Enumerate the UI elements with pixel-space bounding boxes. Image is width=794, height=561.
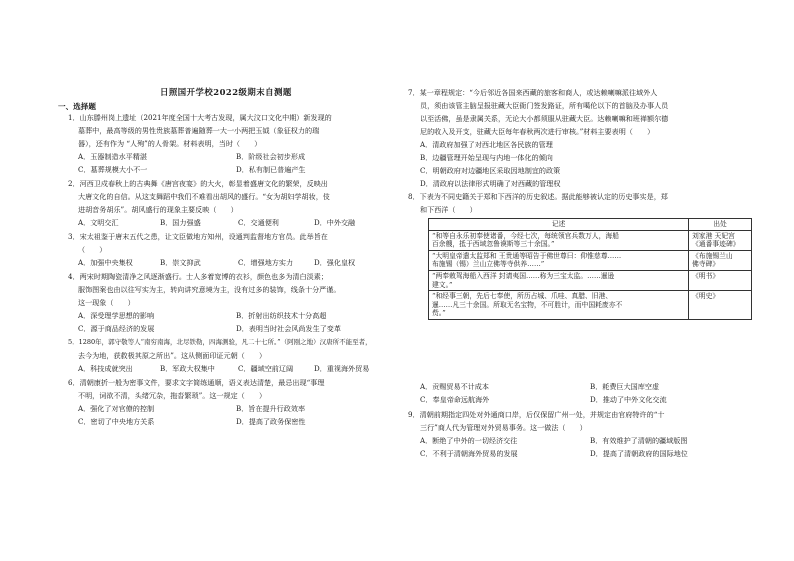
cell-line: 《明史》	[692, 292, 720, 301]
question-line: 去今为地，获救极其原之所出”。这从侧面印证元朝（ ）	[78, 351, 267, 360]
table-row	[429, 230, 752, 250]
cell-line: 《布施锡兰山	[692, 251, 733, 260]
question-line: 5．1280年，郭守敬等人“南穷南海，北尽铁勒，四海测验，凡二十七所。”（阿刚之地）汉唐所不能至者，	[68, 338, 372, 346]
cell-line: 暹……凡三十余国。所取无名宝物，不可胜计，而中国耗废亦不	[432, 300, 623, 309]
option-a[interactable]: A．深受理学思想的影响	[78, 311, 155, 320]
question-line: 7．某一章程规定：“今后邻近各国来西藏的旅客和商人，或达赖喇嘛派往域外人	[408, 88, 658, 97]
option-d[interactable]: D．强化皇权	[314, 258, 356, 267]
option-c[interactable]: C．不利于清朝海外贸易的发展	[420, 449, 518, 458]
option-c[interactable]: C．明朝政府对边疆地区采取因地制宜的政策	[420, 166, 561, 175]
page-title: 日照国开学校2022级期末自测题	[160, 87, 292, 97]
table-cell	[429, 270, 689, 290]
option-c[interactable]: C．墓葬规模大小不一	[78, 165, 148, 174]
option-a[interactable]: A．文明交汇	[78, 218, 119, 227]
cell-line: 刘家港 天妃宫	[692, 231, 735, 240]
question-line: 不明，词欲不清，头绪冗杂，拖沓繁琐”。这一规定（ ）	[78, 391, 267, 400]
question-line: 墓葬中，最高等级的男性贵族墓葬普遍随葬一大一小两把玉钺（象征权力的瑞	[78, 126, 320, 135]
option-d[interactable]: D．重视海外贸易	[314, 364, 370, 373]
option-a[interactable]: A．加强中央集权	[78, 258, 133, 267]
table-cell	[429, 230, 689, 250]
question-line: 员，须由该管主脑呈报驻藏大臣衙门签发路证，所有噶伦以下的首脑及办事人员	[420, 101, 669, 110]
option-c[interactable]: C．增强地方实力	[238, 258, 294, 267]
question-line: 2．河西卫戍春秋上的古典舞《唐宫夜宴》的大火，彰显着盛唐文化的繁荣，反映出	[68, 179, 328, 188]
table-cell	[429, 250, 689, 270]
option-d[interactable]: D．中外交融	[314, 218, 356, 227]
question-line: 4．两宋时期陶瓷清净之风逐渐盛行。士人多着宽博的衣衫，颜色也多为清白淡素；	[68, 272, 328, 281]
history-table	[428, 218, 752, 320]
cell-line: “大明皇帝遣太监郑和 王贵通等昭告于佛世尊曰：仰惟慈尊……	[432, 251, 622, 260]
option-a[interactable]: A．科技成就突出	[78, 364, 133, 373]
cell-line: 佛寺碑》	[692, 260, 720, 269]
table-cell	[689, 291, 752, 320]
cell-line: 布施锡（锡）兰山立佛等寺供养……”	[432, 260, 545, 269]
option-c[interactable]: C．疆域空前辽阔	[238, 364, 294, 373]
option-c[interactable]: C．交通便利	[238, 218, 279, 227]
option-c[interactable]: C．源于商品经济的发展	[78, 324, 155, 333]
cell-line: 建文。”	[432, 280, 453, 289]
table-row	[429, 291, 752, 320]
option-b[interactable]: B．耗费巨大国库空虚	[590, 382, 660, 391]
option-a[interactable]: A．玉器制造水平精湛	[78, 152, 147, 161]
option-c[interactable]: C．密切了中央地方关系	[78, 417, 155, 426]
cell-line: “和等自永乐初奉使诸番，今经七次，每统领官兵数万人，海船	[432, 231, 619, 240]
question-line: 9．清朝前期指定四处对外通商口岸，后仅保留广州一处，并规定由官府特许的“十	[408, 410, 665, 419]
table-cell	[689, 250, 752, 270]
option-d[interactable]: D．私有制已普遍产生	[236, 165, 306, 174]
question-line: 大唐文化的自信。从这支舞蹈中我们不难看出胡风的盛行。“女为胡妇学胡妆，伎	[78, 192, 330, 201]
option-a[interactable]: A．断绝了中外的一切经济交往	[420, 436, 518, 445]
question-line: 1．山东滕州岗上遗址（2021年度全国十大考古发现，属大汶口文化中期）新发现的	[68, 113, 332, 122]
question-line: 尼的收入及开支，驻藏大臣每年春秋两次进行审核。”材料主要表明（ ）	[420, 127, 655, 136]
table-row	[429, 250, 752, 270]
option-b[interactable]: B．阶级社会初步形成	[236, 152, 306, 161]
question-line: 3．宋太祖鉴于唐末五代之患，让文臣做地方知州，设通判监督地方官员。此举旨在	[68, 232, 328, 241]
option-d[interactable]: D．提高了政务保密性	[236, 417, 306, 426]
question-line: 8．下表为不同史籍关于郑和下西洋的历史叙述。据此能够被认定的历史事实是，郑	[408, 192, 668, 201]
column-header: 出处	[689, 219, 752, 231]
option-b[interactable]: B．有效维护了清朝的疆域版图	[590, 436, 688, 445]
option-b[interactable]: B．崇文抑武	[160, 258, 201, 267]
option-b[interactable]: B．边疆管理开始呈现与内地一体化的倾向	[420, 153, 553, 162]
cell-line: 《通番事迹碑》	[692, 240, 740, 249]
table-cell	[689, 230, 752, 250]
option-b[interactable]: B．折射出纺织技术十分高超	[236, 311, 327, 320]
option-b[interactable]: B．旨在提升行政效率	[236, 404, 306, 413]
cell-line: “和经事三朝，先后七奉使，所历占城、爪哇、真腊、旧港、	[432, 292, 613, 301]
question-line: 器），还有作为 “人殉”的人骨架。材料表明，当时（ ）	[78, 139, 262, 148]
question-line: 以至活佛，虽是隶属关系，无论大小都须服从驻藏大臣。达赖喇嘛和班禅额尔德	[420, 114, 669, 123]
cell-line: “两奉敕驾海船入西洋 封请夷国……称为三宝太监。……暹逊	[432, 271, 615, 280]
question-line: 和下西洋（ ）	[420, 205, 477, 214]
option-a[interactable]: A．贡赐贸易不计成本	[420, 382, 489, 391]
question-line: 服饰图案也由以往写实为主，转向讲究意境为主，没有过多的装饰，线条十分严谨。	[78, 285, 341, 294]
cell-line: 《明书》	[692, 271, 720, 280]
table-header-row	[429, 219, 752, 231]
option-b[interactable]: B．国力强盛	[160, 218, 201, 227]
table-cell	[689, 270, 752, 290]
option-c[interactable]: C．奉皇帝命远航海外	[420, 395, 490, 404]
column-header: 记述	[429, 219, 689, 231]
question-line: 这一现象（ ）	[78, 298, 135, 307]
option-d[interactable]: D．推动了中外文化交流	[590, 395, 667, 404]
section-heading: 一、选择题	[58, 102, 96, 111]
question-line: 6．清朝康折一般为密事文件，要求文字简练通顺，语义表达清楚，最忌出现“事理	[68, 378, 325, 387]
option-b[interactable]: B．军政大权集中	[160, 364, 215, 373]
question-line: 进胡音务胡乐”。胡风盛行的现象主要反映（ ）	[78, 205, 238, 214]
question-line: （ ）	[78, 245, 107, 254]
option-d[interactable]: D．表明当时社会风尚发生了变革	[236, 324, 341, 333]
option-d[interactable]: D．清政府以法律形式明确了对西藏的管理权	[420, 179, 561, 188]
option-d[interactable]: D．提高了清朝政府的国际地位	[590, 449, 688, 458]
table-cell	[429, 291, 689, 320]
question-line: 三行”商人代为管理对外贸易事务。这一做法（ ）	[420, 423, 587, 432]
cell-line: 百余艘，抵于西域忽鲁谟斯等三十余国。”	[432, 240, 555, 249]
option-a[interactable]: A．强化了对官僚的控制	[78, 404, 155, 413]
table-row	[429, 270, 752, 290]
cell-line: 赀。”	[432, 309, 446, 318]
option-a[interactable]: A．清政府加强了对西北地区各民族的管理	[420, 140, 553, 149]
